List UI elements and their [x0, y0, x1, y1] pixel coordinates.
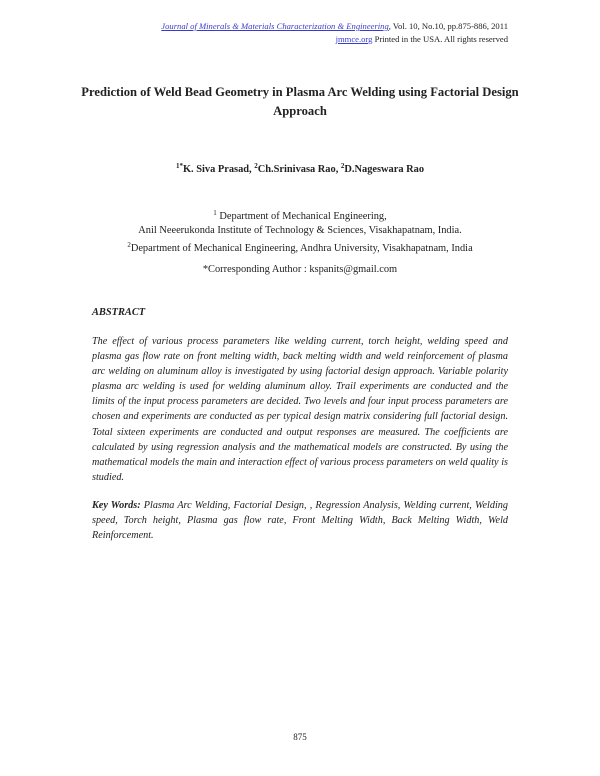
- journal-website-link[interactable]: jmmce.org: [335, 34, 373, 44]
- printed-notice: Printed in the USA. All rights reserved: [372, 34, 508, 44]
- affiliation-mark: 2: [127, 241, 131, 249]
- corresponding-author: *Corresponding Author : kspanits@gmail.com: [202, 264, 398, 275]
- keywords: [92, 498, 508, 543]
- journal-name-link[interactable]: Journal of Minerals & Materials Characterization & Engineering: [161, 21, 389, 31]
- journal-citation: , Vol. 10, No.10, pp.875-886, 2011: [388, 21, 508, 31]
- keywords-label: Key Words:: [92, 500, 141, 511]
- affiliations: [0, 206, 600, 256]
- author-name: K. Siva Prasad,: [182, 164, 255, 175]
- author-mark: 2: [254, 162, 258, 170]
- affiliation-1-line-2: Anil Neeerukonda Institute of Technology & Sciences, Visakhapatnam, India.: [138, 225, 462, 236]
- author-list: [0, 162, 600, 175]
- paper-title: Prediction of Weld Bead Geometry in Plasma Arc Welding using Factorial Design Approach: [81, 85, 519, 118]
- affiliation-text: Department of Mechanical Engineering, Andhra University, Visakhapatnam, India: [130, 243, 473, 254]
- author-mark: 1*: [175, 162, 183, 170]
- journal-citation-line: [161, 20, 508, 33]
- author-mark: 2: [340, 162, 345, 170]
- abstract-heading: ABSTRACT: [92, 307, 146, 318]
- journal-website-line: [161, 33, 508, 46]
- keywords-text: Plasma Arc Welding, Factorial Design, , Regression Analysis, Welding current, Welding speed, Torch height, Plasma gas flow rate, Front Melting Width, Back Melting Width, Weld Reinforcement.: [92, 500, 508, 542]
- page-number: 875: [293, 732, 307, 742]
- author-name: Ch.Srinivasa Rao,: [257, 164, 341, 175]
- affiliation-mark: 1: [213, 209, 217, 217]
- affiliation-2: [0, 238, 600, 256]
- affiliation-text: Department of Mechanical Engineering,: [216, 211, 387, 222]
- abstract-body: The effect of various process parameters like welding current, torch height, welding speed and plasma gas flow rate on front melting width, back melting width and weld reinforcement of plasma arc welding on aluminum alloy is investigated by using factorial design approach. Variable polarity plasma arc welding is used for welding aluminum alloy. Trail experiments are conducted and the limits of the input process parameters are decided. Two levels and four input process parameters are chosen and experiments are conducted as per typical design matrix considering full factorial design. Total sixteen experiments are conducted and output responses are measured. The coefficients are calculated by using regression analysis and the mathematical models are constructed. By using the mathematical models the main and interaction effect of various process parameters on weld quality is studied.: [92, 336, 508, 483]
- journal-header: [161, 20, 508, 46]
- author-name: D.Nageswara Rao: [344, 164, 425, 175]
- affiliation-1-line-1: [0, 206, 600, 224]
